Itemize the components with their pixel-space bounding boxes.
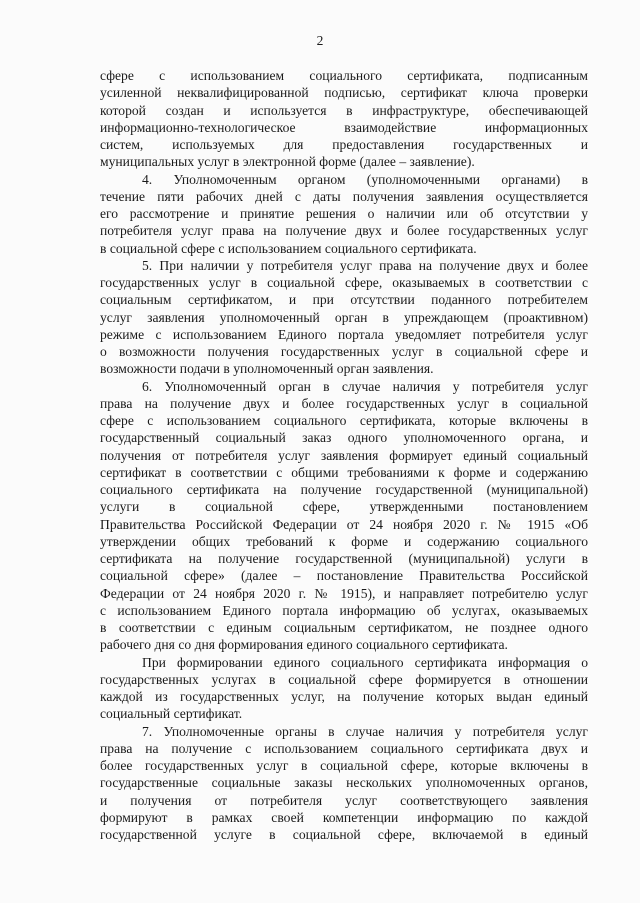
text-line: сертификат в соответствии с общими требованиями к форме и содержанию bbox=[100, 464, 588, 480]
paragraph bbox=[100, 654, 588, 723]
text-line: При формировании единого социального сертификата информация о bbox=[142, 654, 588, 670]
text-line: 4. Уполномоченным органом (уполномоченными органами) в bbox=[142, 171, 588, 187]
text-line: систем, используемых для предоставления государственных и bbox=[100, 137, 588, 152]
paragraph bbox=[100, 723, 588, 844]
text-line: государственные социальные заказы нескольких уполномоченных органов, bbox=[100, 775, 588, 791]
text-line: Правительства Российской Федерации от 24 ноября 2020 г. № 1915 «Об bbox=[100, 516, 588, 532]
text-line: о возможности получения государственных услуг в социальной сфере и bbox=[100, 344, 588, 359]
text-line: и получения от потребителя услуг соответствующего заявления bbox=[100, 792, 588, 808]
paragraph bbox=[100, 67, 588, 171]
text-line: усиленной неквалифицированной подписью, сертификат ключа проверки bbox=[100, 85, 588, 101]
text-line: информационно-технологическое взаимодействие информационных bbox=[100, 119, 588, 135]
text-line: муниципальных услуг в электронной форме (далее – заявление). bbox=[100, 154, 475, 170]
text-line: государственных услугах в социальной сфере формируется в отношении bbox=[100, 671, 588, 687]
text-line: 7. Уполномоченные органы в случае наличия у потребителя услуг bbox=[142, 723, 588, 739]
text-line: сертификата на получение государственной (муниципальной) услуги в bbox=[100, 551, 588, 566]
text-line: государственный социальный заказ одного уполномоченного органа, и bbox=[100, 430, 588, 446]
text-line: получения от потребителя услуг заявления формирует единый социальный bbox=[100, 447, 588, 463]
page-number: 2 bbox=[316, 33, 324, 48]
text-line: каждой из государственных услуг, на получение которых выдан единый bbox=[100, 689, 588, 704]
paragraph bbox=[100, 171, 588, 257]
text-line: социальный сертификат. bbox=[100, 706, 243, 722]
text-line: социального сертификата на получение государственной (муниципальной) bbox=[100, 482, 588, 497]
text-line: режиме с использованием Единого портала уведомляет потребителя услуг bbox=[100, 326, 588, 342]
text-line: потребителя услуг права на получение двух и более государственных услуг bbox=[100, 223, 588, 239]
text-line: которой создан и используется в инфраструктуре, обеспечивающей bbox=[100, 102, 588, 118]
text-line: права на получение с использованием социального сертификата двух и bbox=[100, 740, 588, 756]
text-line: услуги в социальной сфере, утвержденными постановлением bbox=[100, 499, 588, 515]
text-line: социальной сфере» (далее – постановление Правительства Российской bbox=[100, 568, 588, 584]
text-line: государственных услуг в социальной сфере, оказываемых в соответствии с bbox=[100, 275, 588, 290]
text-line: услуг заявления уполномоченный орган в упреждающем (проактивном) bbox=[100, 309, 588, 325]
text-line: в социальной сфере с использованием социального сертификата. bbox=[100, 240, 477, 256]
text-line: 5. При наличии у потребителя услуг права на получение двух и более bbox=[142, 257, 588, 273]
text-line: его рассмотрение и принятие решения о наличии или об отсутствии у bbox=[100, 206, 588, 221]
text-line: государственной услуге в социальной сфере, включаемой в единый bbox=[100, 827, 588, 842]
text-line: сфере с использованием социального сертификата, которые включены в bbox=[100, 413, 588, 428]
text-line: утверждении общих требований к форме и содержанию социального bbox=[100, 533, 588, 549]
text-line: 6. Уполномоченный орган в случае наличия у потребителя услуг bbox=[142, 378, 588, 394]
paragraph bbox=[100, 378, 588, 654]
text-line: более государственных услуг в социальной сфере, которые включены в bbox=[100, 758, 588, 773]
text-line: формируют в рамках своей компетенции информацию по каждой bbox=[100, 809, 588, 825]
text-line: сфере с использованием социального сертификата, подписанным bbox=[100, 68, 588, 83]
text-line: социальным сертификатом, и при отсутствии поданного потребителем bbox=[100, 292, 588, 308]
text-line: в соответствии с единым социальным сертификатом, не позднее одного bbox=[100, 620, 588, 635]
text-line: возможности подачи в уполномоченный орган заявления. bbox=[100, 361, 434, 377]
text-line: течение пяти рабочих дней с даты получения заявления осуществляется bbox=[100, 188, 588, 204]
paragraph bbox=[100, 257, 588, 378]
document-body bbox=[100, 67, 588, 843]
text-line: права на получение двух и более государственных услуг в социальной bbox=[100, 395, 588, 411]
text-line: рабочего дня со дня формирования единого социального сертификата. bbox=[100, 637, 508, 653]
text-line: Федерации от 24 ноября 2020 г. № 1915), и направляет потребителю услуг bbox=[100, 585, 588, 601]
text-line: с использованием Единого портала информацию об услугах, оказываемых bbox=[100, 602, 588, 618]
